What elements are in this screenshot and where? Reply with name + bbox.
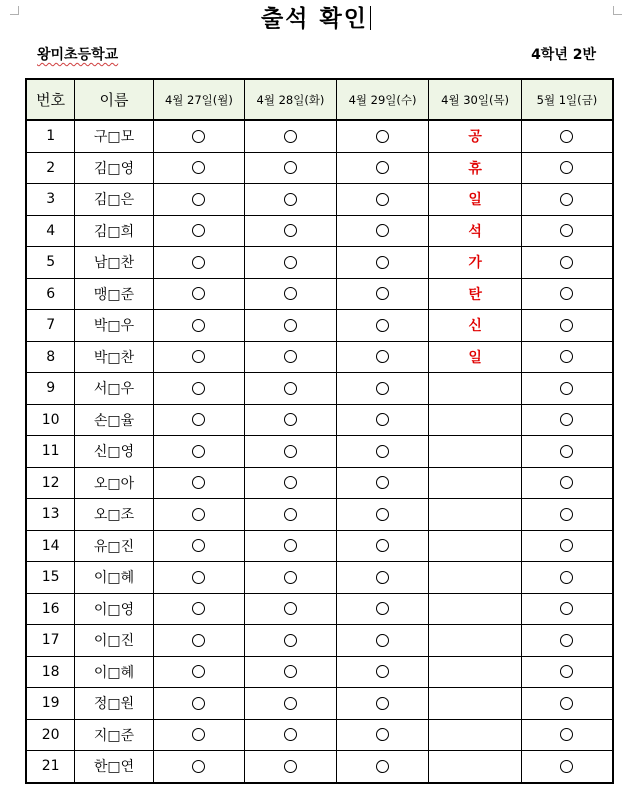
circle-icon xyxy=(192,350,205,363)
attendance-cell xyxy=(245,625,337,657)
attendance-cell xyxy=(336,278,429,310)
circle-icon xyxy=(376,130,389,143)
circle-icon xyxy=(376,350,389,363)
attendance-cell xyxy=(521,310,613,342)
circle-icon xyxy=(376,760,389,773)
circle-icon xyxy=(192,445,205,458)
circle-icon xyxy=(560,728,573,741)
student-number: 18 xyxy=(26,656,75,688)
attendance-cell xyxy=(521,184,613,216)
table-row xyxy=(26,593,613,625)
attendance-cell xyxy=(336,120,429,152)
attendance-cell xyxy=(336,499,429,531)
header-day-1: 4월 27일(월) xyxy=(153,79,245,120)
circle-icon xyxy=(376,476,389,489)
circle-icon xyxy=(560,319,573,332)
circle-icon xyxy=(192,634,205,647)
student-number: 6 xyxy=(26,278,75,310)
attendance-cell xyxy=(153,499,245,531)
attendance-cell xyxy=(336,436,429,468)
table-row xyxy=(26,499,613,531)
holiday-cell xyxy=(429,499,522,531)
attendance-cell xyxy=(245,530,337,562)
attendance-cell xyxy=(336,530,429,562)
attendance-cell xyxy=(521,593,613,625)
attendance-cell xyxy=(336,152,429,184)
attendance-table xyxy=(25,78,614,784)
circle-icon xyxy=(192,161,205,174)
student-number: 14 xyxy=(26,530,75,562)
attendance-cell xyxy=(153,593,245,625)
student-number: 20 xyxy=(26,719,75,751)
student-number: 5 xyxy=(26,247,75,279)
student-name: 이□진 xyxy=(75,625,153,657)
student-name: 구□모 xyxy=(75,120,153,152)
student-name: 오□아 xyxy=(75,467,153,499)
attendance-cell xyxy=(521,436,613,468)
attendance-cell xyxy=(153,530,245,562)
circle-icon xyxy=(376,382,389,395)
attendance-cell xyxy=(336,688,429,720)
attendance-cell xyxy=(336,373,429,405)
header-day-3: 4월 29일(수) xyxy=(336,79,429,120)
holiday-cell xyxy=(429,719,522,751)
circle-icon xyxy=(192,256,205,269)
attendance-cell xyxy=(245,152,337,184)
circle-icon xyxy=(284,256,297,269)
student-number: 3 xyxy=(26,184,75,216)
circle-icon xyxy=(192,382,205,395)
attendance-cell xyxy=(521,247,613,279)
table-row xyxy=(26,751,613,783)
table-row xyxy=(26,530,613,562)
holiday-label-char: 신 xyxy=(468,318,482,335)
header-day-5: 5월 1일(금) xyxy=(521,79,613,120)
attendance-cell xyxy=(153,404,245,436)
table-row xyxy=(26,120,613,152)
circle-icon xyxy=(192,697,205,710)
holiday-cell xyxy=(429,152,522,184)
attendance-cell xyxy=(245,436,337,468)
circle-icon xyxy=(192,413,205,426)
circle-icon xyxy=(560,697,573,710)
circle-icon xyxy=(560,508,573,521)
attendance-cell xyxy=(521,341,613,373)
circle-icon xyxy=(376,539,389,552)
attendance-cell xyxy=(336,215,429,247)
document-title: 출석 확인 xyxy=(261,6,368,32)
attendance-cell xyxy=(153,120,245,152)
attendance-cell xyxy=(336,751,429,783)
student-name: 신□영 xyxy=(75,436,153,468)
holiday-cell xyxy=(429,247,522,279)
table-row xyxy=(26,341,613,373)
holiday-cell xyxy=(429,278,522,310)
holiday-label-char: 탄 xyxy=(468,286,482,303)
attendance-cell xyxy=(245,120,337,152)
student-name: 정□원 xyxy=(75,688,153,720)
table-row xyxy=(26,467,613,499)
student-number: 19 xyxy=(26,688,75,720)
table-row xyxy=(26,436,613,468)
circle-icon xyxy=(192,476,205,489)
circle-icon xyxy=(376,602,389,615)
attendance-cell xyxy=(336,404,429,436)
attendance-cell xyxy=(245,404,337,436)
circle-icon xyxy=(376,508,389,521)
attendance-cell xyxy=(521,467,613,499)
circle-icon xyxy=(376,728,389,741)
circle-icon xyxy=(560,161,573,174)
attendance-cell xyxy=(245,373,337,405)
circle-icon xyxy=(376,571,389,584)
attendance-cell xyxy=(153,562,245,594)
holiday-cell xyxy=(429,436,522,468)
attendance-cell xyxy=(336,719,429,751)
circle-icon xyxy=(376,445,389,458)
circle-icon xyxy=(376,665,389,678)
circle-icon xyxy=(284,697,297,710)
circle-icon xyxy=(284,571,297,584)
student-name: 김□희 xyxy=(75,215,153,247)
circle-icon xyxy=(560,350,573,363)
attendance-cell xyxy=(521,120,613,152)
table-row xyxy=(26,719,613,751)
circle-icon xyxy=(376,634,389,647)
circle-icon xyxy=(284,319,297,332)
header-name: 이름 xyxy=(75,79,153,120)
circle-icon xyxy=(192,760,205,773)
circle-icon xyxy=(284,760,297,773)
student-name: 김□은 xyxy=(75,184,153,216)
table-row xyxy=(26,562,613,594)
attendance-cell xyxy=(336,467,429,499)
circle-icon xyxy=(192,539,205,552)
circle-icon xyxy=(284,382,297,395)
text-cursor xyxy=(370,6,371,30)
attendance-cell xyxy=(521,152,613,184)
circle-icon xyxy=(192,287,205,300)
circle-icon xyxy=(376,697,389,710)
circle-icon xyxy=(284,476,297,489)
holiday-cell xyxy=(429,656,522,688)
attendance-cell xyxy=(245,656,337,688)
circle-icon xyxy=(284,445,297,458)
circle-icon xyxy=(284,350,297,363)
attendance-cell xyxy=(153,719,245,751)
circle-icon xyxy=(560,539,573,552)
attendance-cell xyxy=(521,751,613,783)
student-name: 박□찬 xyxy=(75,341,153,373)
student-number: 2 xyxy=(26,152,75,184)
attendance-cell xyxy=(153,215,245,247)
student-name: 이□혜 xyxy=(75,562,153,594)
student-name: 박□우 xyxy=(75,310,153,342)
circle-icon xyxy=(284,193,297,206)
holiday-label-char: 일 xyxy=(468,192,482,209)
holiday-cell xyxy=(429,215,522,247)
student-name: 유□진 xyxy=(75,530,153,562)
holiday-cell xyxy=(429,625,522,657)
table-row xyxy=(26,656,613,688)
holiday-label-char: 가 xyxy=(468,255,482,272)
circle-icon xyxy=(560,287,573,300)
circle-icon xyxy=(192,602,205,615)
table-row xyxy=(26,184,613,216)
attendance-cell xyxy=(153,436,245,468)
attendance-cell xyxy=(521,499,613,531)
student-name: 김□영 xyxy=(75,152,153,184)
attendance-cell xyxy=(153,467,245,499)
holiday-label-char: 휴 xyxy=(468,160,482,177)
table-row xyxy=(26,278,613,310)
holiday-cell xyxy=(429,530,522,562)
circle-icon xyxy=(560,634,573,647)
holiday-cell xyxy=(429,562,522,594)
attendance-cell xyxy=(153,373,245,405)
circle-icon xyxy=(192,319,205,332)
attendance-cell xyxy=(521,688,613,720)
circle-icon xyxy=(284,287,297,300)
holiday-cell xyxy=(429,404,522,436)
attendance-cell xyxy=(245,184,337,216)
header-day-4: 4월 30일(목) xyxy=(429,79,522,120)
circle-icon xyxy=(376,319,389,332)
circle-icon xyxy=(560,382,573,395)
table-row xyxy=(26,404,613,436)
circle-icon xyxy=(560,665,573,678)
attendance-cell xyxy=(245,215,337,247)
circle-icon xyxy=(284,602,297,615)
attendance-cell xyxy=(336,341,429,373)
attendance-cell xyxy=(336,310,429,342)
attendance-cell xyxy=(521,530,613,562)
circle-icon xyxy=(376,224,389,237)
holiday-cell xyxy=(429,467,522,499)
student-name: 손□율 xyxy=(75,404,153,436)
circle-icon xyxy=(560,193,573,206)
table-row xyxy=(26,152,613,184)
attendance-cell xyxy=(153,688,245,720)
student-number: 16 xyxy=(26,593,75,625)
attendance-cell xyxy=(245,593,337,625)
circle-icon xyxy=(192,193,205,206)
table-row xyxy=(26,310,613,342)
student-number: 13 xyxy=(26,499,75,531)
attendance-cell xyxy=(521,562,613,594)
holiday-label-char: 석 xyxy=(468,223,482,240)
circle-icon xyxy=(376,256,389,269)
attendance-cell xyxy=(153,656,245,688)
student-name: 지□준 xyxy=(75,719,153,751)
holiday-cell xyxy=(429,688,522,720)
circle-icon xyxy=(560,445,573,458)
attendance-cell xyxy=(336,593,429,625)
attendance-cell xyxy=(521,656,613,688)
circle-icon xyxy=(560,256,573,269)
circle-icon xyxy=(192,665,205,678)
table-header-row xyxy=(26,79,613,120)
student-number: 9 xyxy=(26,373,75,405)
attendance-cell xyxy=(153,625,245,657)
attendance-cell xyxy=(245,562,337,594)
attendance-cell xyxy=(153,152,245,184)
student-number: 11 xyxy=(26,436,75,468)
table-row xyxy=(26,215,613,247)
attendance-cell xyxy=(521,373,613,405)
student-name: 오□조 xyxy=(75,499,153,531)
attendance-cell xyxy=(245,688,337,720)
attendance-table-body xyxy=(26,120,613,783)
circle-icon xyxy=(284,665,297,678)
holiday-label-char: 일 xyxy=(468,349,482,366)
circle-icon xyxy=(376,413,389,426)
circle-icon xyxy=(284,161,297,174)
student-name: 남□찬 xyxy=(75,247,153,279)
attendance-cell xyxy=(521,719,613,751)
student-number: 8 xyxy=(26,341,75,373)
holiday-cell xyxy=(429,120,522,152)
attendance-cell xyxy=(245,310,337,342)
holiday-cell xyxy=(429,593,522,625)
holiday-cell xyxy=(429,751,522,783)
student-name: 이□영 xyxy=(75,593,153,625)
attendance-cell xyxy=(336,625,429,657)
circle-icon xyxy=(192,571,205,584)
holiday-cell xyxy=(429,341,522,373)
circle-icon xyxy=(284,224,297,237)
attendance-cell xyxy=(153,341,245,373)
attendance-cell xyxy=(245,341,337,373)
circle-icon xyxy=(376,193,389,206)
circle-icon xyxy=(284,508,297,521)
circle-icon xyxy=(192,130,205,143)
student-number: 4 xyxy=(26,215,75,247)
student-number: 1 xyxy=(26,120,75,152)
attendance-cell xyxy=(245,467,337,499)
student-number: 21 xyxy=(26,751,75,783)
circle-icon xyxy=(560,224,573,237)
circle-icon xyxy=(192,508,205,521)
circle-icon xyxy=(284,634,297,647)
circle-icon xyxy=(284,728,297,741)
circle-icon xyxy=(284,130,297,143)
student-name: 맹□준 xyxy=(75,278,153,310)
student-number: 17 xyxy=(26,625,75,657)
student-number: 10 xyxy=(26,404,75,436)
attendance-cell xyxy=(521,625,613,657)
attendance-cell xyxy=(245,751,337,783)
circle-icon xyxy=(284,539,297,552)
circle-icon xyxy=(560,571,573,584)
attendance-cell xyxy=(336,562,429,594)
attendance-cell xyxy=(336,184,429,216)
table-row xyxy=(26,247,613,279)
student-number: 7 xyxy=(26,310,75,342)
circle-icon xyxy=(192,728,205,741)
attendance-cell xyxy=(153,278,245,310)
holiday-cell xyxy=(429,184,522,216)
student-number: 12 xyxy=(26,467,75,499)
circle-icon xyxy=(376,161,389,174)
school-name: 왕미초등학교 xyxy=(37,47,119,63)
holiday-cell xyxy=(429,310,522,342)
table-row xyxy=(26,625,613,657)
student-name: 서□우 xyxy=(75,373,153,405)
student-name: 한□연 xyxy=(75,751,153,783)
circle-icon xyxy=(560,476,573,489)
circle-icon xyxy=(192,224,205,237)
attendance-cell xyxy=(245,278,337,310)
attendance-cell xyxy=(153,184,245,216)
attendance-cell xyxy=(336,656,429,688)
circle-icon xyxy=(560,413,573,426)
attendance-cell xyxy=(245,247,337,279)
header-number: 번호 xyxy=(26,79,75,120)
attendance-cell xyxy=(153,310,245,342)
student-number: 15 xyxy=(26,562,75,594)
class-label: 4학년 2반 xyxy=(531,47,596,63)
attendance-cell xyxy=(521,404,613,436)
table-row xyxy=(26,373,613,405)
attendance-cell xyxy=(336,247,429,279)
circle-icon xyxy=(376,287,389,300)
circle-icon xyxy=(560,130,573,143)
student-name: 이□혜 xyxy=(75,656,153,688)
attendance-cell xyxy=(521,215,613,247)
circle-icon xyxy=(560,760,573,773)
circle-icon xyxy=(560,602,573,615)
circle-icon xyxy=(284,413,297,426)
attendance-cell xyxy=(153,247,245,279)
attendance-cell xyxy=(245,499,337,531)
table-row xyxy=(26,688,613,720)
attendance-cell xyxy=(521,278,613,310)
document-title-block xyxy=(0,4,632,34)
attendance-cell xyxy=(245,719,337,751)
attendance-cell xyxy=(153,751,245,783)
header-day-2: 4월 28일(화) xyxy=(245,79,337,120)
holiday-label-char: 공 xyxy=(468,129,482,146)
holiday-cell xyxy=(429,373,522,405)
